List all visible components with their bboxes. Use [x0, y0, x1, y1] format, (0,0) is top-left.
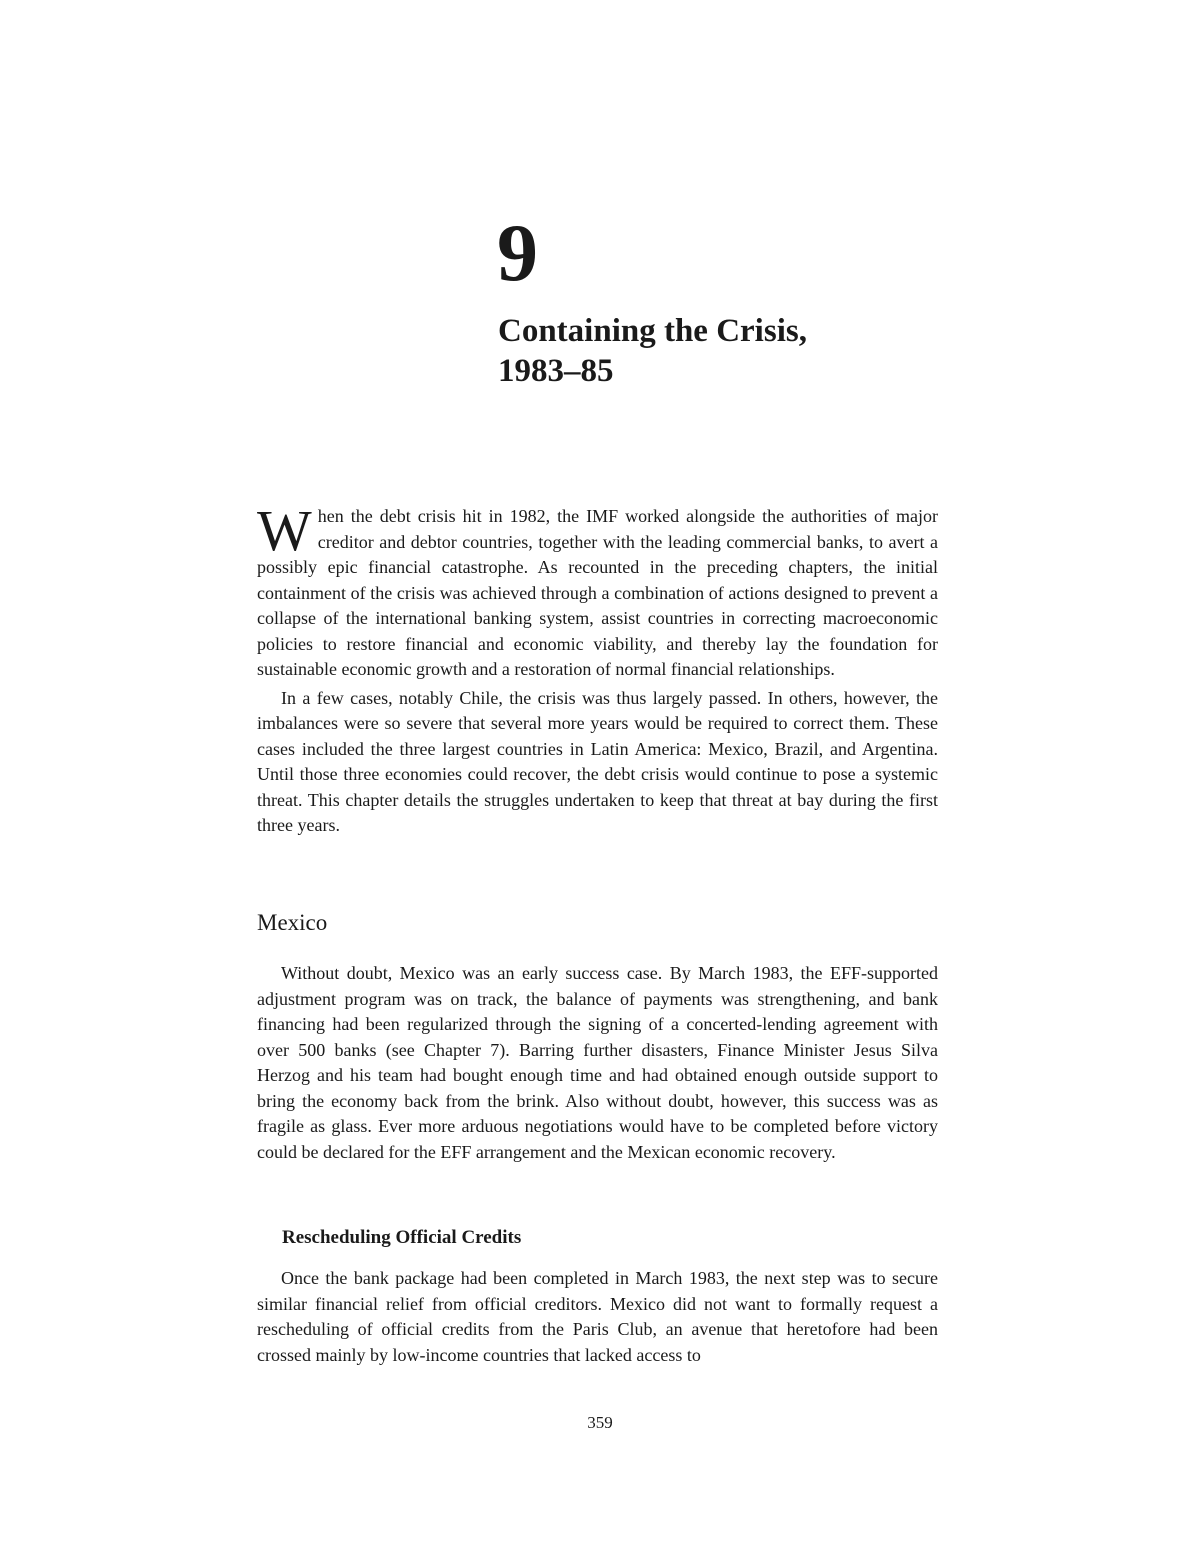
- subsection-heading-rescheduling: Rescheduling Official Credits: [282, 1227, 522, 1248]
- intro-paragraph-2: In a few cases, notably Chile, the crisis was thus largely passed. In others, however, the imbalances were so severe that several more years would be required to correct them. These cases included the three largest countries in Latin America: Mexico, Brazil, and Argentina. Until those three economies could recover, the debt crisis would continue to pose a systemic threat. This chapter details the struggles undertaken to keep that threat at bay during the first three years.: [257, 687, 938, 835]
- intro-section: [257, 498, 938, 839]
- chapter-title-line1: Containing the Crisis,: [498, 313, 807, 349]
- drop-cap: W: [257, 498, 312, 563]
- chapter-number: 9: [497, 207, 538, 298]
- chapter-title-line2: 1983–85: [498, 353, 614, 389]
- chapter-title: [498, 311, 948, 391]
- page-number: 359: [587, 1413, 613, 1432]
- intro-paragraph-1: [257, 498, 938, 683]
- section-heading-mexico: Mexico: [257, 910, 328, 935]
- rescheduling-paragraph: Once the bank package had been completed in March 1983, the next step was to secure similar financial relief from official creditors. Mexico did not want to formally request a rescheduling of official credits from the Paris Club, an avenue that heretofore had been crossed mainly by low-income countries that lacked access to: [257, 1268, 938, 1365]
- mexico-paragraph: Without doubt, Mexico was an early success case. By March 1983, the EFF-supported adjustment program was on track, the balance of payments was strengthening, and bank financing had been regularized through the signing of a concerted-lending agreement with over 500 banks (see Chapter 7). Barring further disasters, Finance Minister Jesus Silva Herzog and his team had bought enough time and had obtained enough outside support to bring the economy back from the brink. Also without doubt, however, this success was as fragile as glass. Ever more arduous negotiations would have to be completed before victory could be declared for the EFF arrangement and the Mexican economic recovery.: [257, 963, 938, 1162]
- intro-paragraph-1-text: hen the debt crisis hit in 1982, the IMF worked alongside the authorities of major creditor and debtor countries, together with the leading commercial banks, to avert a possibly epic financial catastrophe. As recounted in the preceding chapters, the initial containment of the crisis was achieved through a combination of actions designed to prevent a collapse of the international banking system, assist countries in correcting macroeconomic policies to restore financial and economic viability, and thereby lay the foundation for sustainable economic growth and a restoration of normal financial relationships.: [257, 506, 938, 679]
